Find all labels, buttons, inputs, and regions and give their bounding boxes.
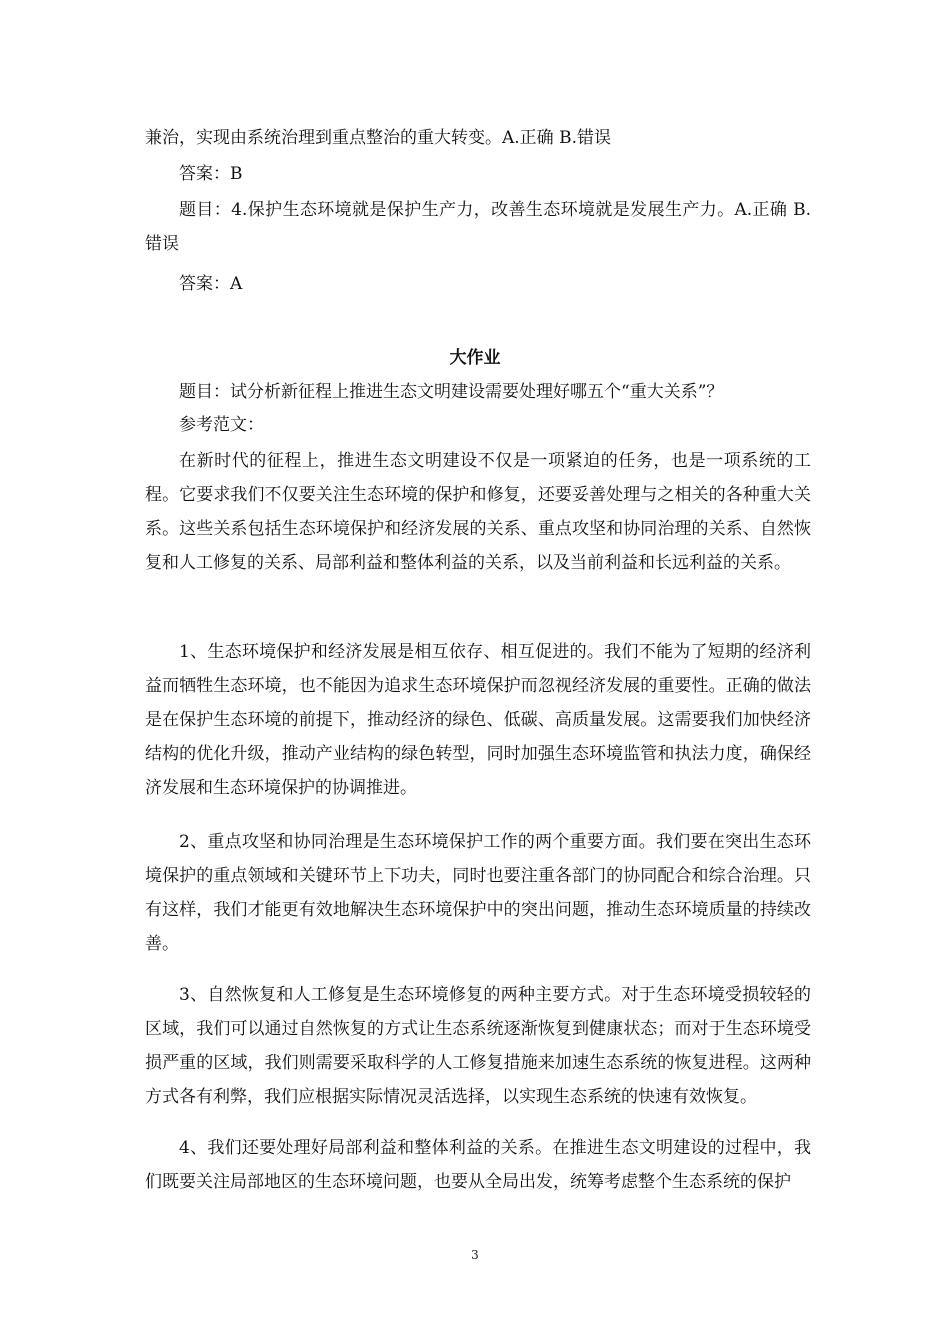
page-number: 3 (471, 1248, 479, 1262)
reference-label: 参考范文： (179, 415, 264, 435)
paragraph-4: 4、我们还要处理好局部利益和整体利益的关系。在推进生态文明建设的过程中，我们既要关注局部地区的生态环境问题，也要从全局出发，统筹考虑整个生态系统的保护 (145, 1138, 811, 1192)
assignment-question: 题目：试分析新征程上推进生态文明建设需要处理好哪五个“重大关系”？ (179, 382, 724, 402)
answer-3: 答案：B (179, 164, 243, 184)
paragraph-2: 2、重点攻坚和协同治理是生态环境保护工作的两个重要方面。我们要在突出生态环境保护的重点领域和关键环节上下功夫，同时也要注重各部门的协同配合和综合治理。只有这样，我们才能更有效地解决生态环境保护中的突出问题，推动生态环境质量的持续改善。 (145, 832, 811, 954)
answer-4: 答案：A (179, 274, 243, 294)
paragraph-3: 3、自然恢复和人工修复是生态环境修复的两种主要方式。对于生态环境受损较轻的区域，我们可以通过自然恢复的方式让生态系统逐渐恢复到健康状态；而对于生态环境受损严重的区域，我们则需要采取科学的人工修复措施来加速生态系统的恢复进程。这两种方式各有利弊，我们应根据实际情况灵活选择，以实现生态系统的快速有效恢复。 (145, 985, 811, 1107)
paragraph-1: 1、生态环境保护和经济发展是相互依存、相互促进的。我们不能为了短期的经济利益而牺牲生态环境，也不能因为追求生态环境保护而忽视经济发展的重要性。正确的做法是在保护生态环境的前提下，推动经济的绿色、低碳、高质量发展。这需要我们加快经济结构的优化升级，推动产业结构的绿色转型，同时加强生态环境监管和执法力度，确保经济发展和生态环境保护的协调推进。 (145, 642, 811, 798)
section-title: 大作业 (449, 348, 501, 368)
question-3-continuation: 兼治，实现由系统治理到重点整治的重大转变。A.正确 B.错误 (145, 128, 611, 148)
question-4: 题目：4.保护生态环境就是保护生产力，改善生态环境就是发展生产力。A.正确 B.错误 (145, 200, 811, 254)
intro-paragraph: 在新时代的征程上，推进生态文明建设不仅是一项紧迫的任务，也是一项系统的工程。它要求我们不仅要关注生态环境的保护和修复，还要妥善处理与之相关的各种重大关系。这些关系包括生态环境保护和经济发展的关系、重点攻坚和协同治理的关系、自然恢复和人工修复的关系、局部利益和整体利益的关系，以及当前利益和长远利益的关系。 (145, 451, 811, 573)
